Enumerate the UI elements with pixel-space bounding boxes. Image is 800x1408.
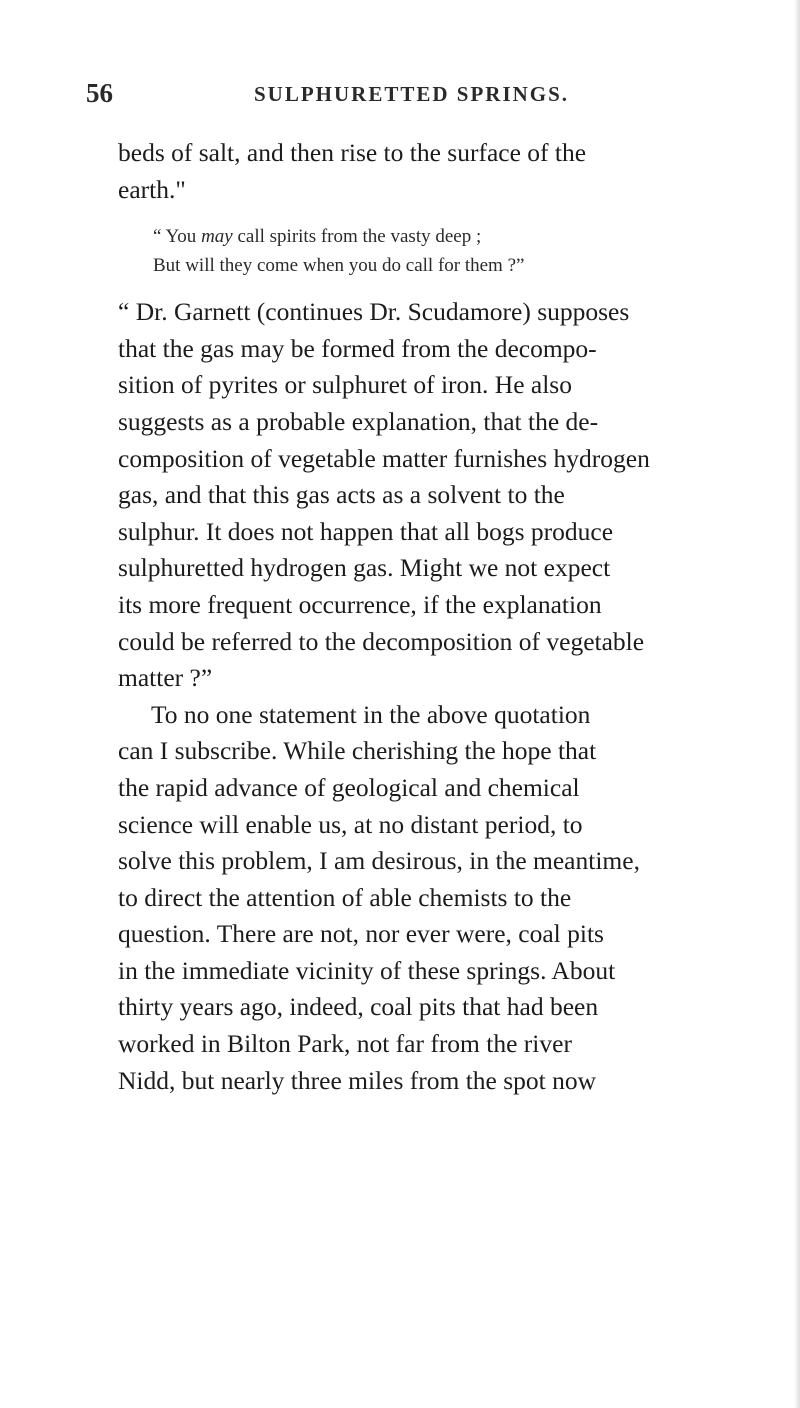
text-line: to direct the attention of able chemists to the (118, 882, 572, 912)
text-line: question. There are not, nor ever were, coal pits (118, 919, 604, 949)
text-line: could be referred to the decomposition of vegetable (118, 626, 645, 656)
text-line: solve this problem, I am desirous, in the meantime, (118, 846, 640, 876)
page-number: 56 (86, 78, 113, 108)
verse-line: But will they come when you do call for them ?” (153, 255, 525, 277)
text-line: that the gas may be formed from the decompo- (118, 333, 597, 363)
text-line: suggests as a probable explanation, that the de- (118, 406, 599, 436)
text-line: thirty years ago, indeed, coal pits that had been (118, 992, 599, 1022)
main-paragraph (118, 697, 794, 1100)
text-line: beds of salt, and then rise to the surface of the (118, 138, 587, 167)
text-line: in the immediate vicinity of these springs. About (118, 955, 616, 985)
text-line: To no one statement in the above quotation (151, 699, 591, 729)
verse-quotation (118, 222, 794, 280)
text-line: composition of vegetable matter furnishes hydrogen (118, 443, 650, 473)
text-line: sulphur. It does not happen that all bogs produce (118, 516, 614, 546)
verse-line: “ You may call spirits from the vasty deep ; (153, 226, 482, 248)
text-line: Nidd, but nearly three miles from the spot now (118, 1065, 597, 1095)
emphasis: may (201, 226, 233, 248)
text-line: “ Dr. Garnett (continues Dr. Scudamore) supposes (118, 297, 630, 327)
text-line: sition of pyrites or sulphuret of iron. He also (118, 370, 572, 400)
text-line: earth." (118, 174, 186, 204)
text-line: science will enable us, at no distant period, to (118, 809, 583, 839)
page-header (86, 78, 776, 118)
text-line: worked in Bilton Park, not far from the river (118, 1029, 572, 1059)
text-line: gas, and that this gas acts as a solvent to the (118, 480, 565, 510)
body-text (118, 135, 794, 1099)
text-line: its more frequent occurrence, if the explanation (118, 589, 602, 619)
text-line: can I subscribe. While cherishing the hope that (118, 736, 597, 766)
quoted-paragraph (118, 294, 794, 697)
running-title: SULPHURETTED SPRINGS. (254, 82, 570, 106)
text-line: sulphuretted hydrogen gas. Might we not expect (118, 553, 611, 583)
text-line: the rapid advance of geological and chemical (118, 772, 580, 802)
text-line: matter ?” (118, 663, 213, 693)
page-edge-shadow (794, 0, 800, 1408)
